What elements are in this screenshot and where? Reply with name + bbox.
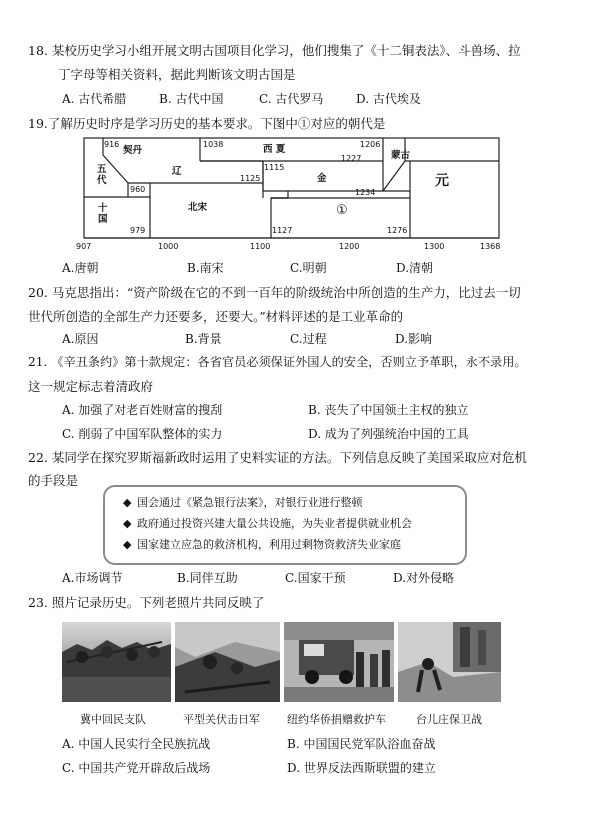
axis-tick-1100: 1100 [250,242,271,251]
q22-bullet-1: ◆ 国会通过《紧急银行法案》，对银行业进行整顿 [123,496,363,509]
q20-stem-line1: 20. 马克思指出：“资产阶级在它的不到一百年的阶级统治中所创造的生产力，比过去一切 [28,285,521,300]
region-wudai: 五 代 [97,164,107,186]
q23-option-b: B. 中国国民党军队浴血奋战 [287,737,436,751]
q20-option-c: C.过程 [290,332,327,346]
q22-stem-line2: 的手段是 [28,473,79,488]
q20-option-a: A.原因 [62,332,99,346]
axis-tick-1200: 1200 [339,242,360,251]
photo-ambulance [284,622,394,702]
year-1234: 1234 [355,188,376,197]
photo-jizhong-huimin [62,622,171,702]
region-xixia: 西 夏 [263,144,286,155]
photo-caption-4: 台儿庄保卫战 [416,713,482,726]
year-1125: 1125 [240,174,261,183]
axis-tick-1300: 1300 [424,242,445,251]
photo-caption-2: 平型关伏击日军 [183,713,260,726]
photo-taierzhuang [398,622,501,702]
year-979: 979 [130,226,146,235]
region-qidan: 契丹 [123,145,143,156]
q22-option-a: A.市场调节 [62,571,123,585]
region-menggu: 蒙古 [391,150,411,161]
dynasty-timeline [60,133,510,258]
q21-option-d: D. 成为了列强统治中国的工具 [308,427,469,441]
q19-option-a: A.唐朝 [62,261,99,275]
q23-option-d: D. 世界反法西斯联盟的建立 [287,761,436,775]
q21-option-c: C. 削弱了中国军队整体的实力 [62,427,223,441]
year-916: 916 [104,140,120,149]
region-marker-1: ① [336,203,348,218]
q20-option-b: B.背景 [185,332,222,346]
q21-option-a: A. 加强了对老百姓财富的搜刮 [62,403,223,417]
q23-stem: 23. 照片记录历史。下列老照片共同反映了 [28,595,265,610]
q22-stem-line1: 22. 某同学在探究罗斯福新政时运用了史料实证的方法。下列信息反映了美国采取应对危机 [28,450,527,465]
q18-option-c: C. 古代罗马 [259,92,324,106]
region-beisong: 北宋 [188,202,208,213]
diamond-bullet-icon: ◆ [123,538,132,551]
q21-stem-line2: 这一规定标志着清政府 [28,379,154,394]
q23-option-a: A. 中国人民实行全民族抗战 [62,737,211,751]
year-960: 960 [130,185,146,194]
q19-option-d: D.清朝 [396,261,434,275]
q18-option-d: D. 古代埃及 [356,92,421,106]
photo-soldiers-image [62,622,171,702]
photo-pingxingguan [175,622,280,702]
photo-battle-image [398,622,501,702]
q20-option-d: D.影响 [395,332,433,346]
q22-option-d: D.对外侵略 [393,571,455,585]
diamond-bullet-icon: ◆ [123,496,132,509]
photo-ambulance-image [284,622,394,702]
photo-caption-1: 冀中回民支队 [80,713,146,726]
region-jin: 金 [317,173,327,184]
axis-tick-1368: 1368 [480,242,501,251]
q20-stem-line2: 世代所创造的全部生产力还要多，还要大。”材料评述的是工业革命的 [28,309,404,324]
q19-option-b: B.南宋 [187,261,224,275]
photo-caption-3: 纽约华侨捐赠救护车 [287,713,386,726]
year-1276: 1276 [387,226,408,235]
q22-bullet-2: ◆ 政府通过投资兴建大量公共设施，为失业者提供就业机会 [123,517,412,530]
region-yuan: 元 [435,173,449,189]
year-1206: 1206 [360,140,381,149]
q18-stem-line1: 18. 某校历史学习小组开展文明古国项目化学习，他们搜集了《十二铜表法》、斗兽场、拉 [28,43,521,58]
q18-option-b: B. 古代中国 [159,92,224,106]
region-liao: 辽 [172,166,182,177]
q22-option-c: C.国家干预 [285,571,346,585]
q21-stem-line1: 21. 《辛丑条约》第十款规定：各省官员必须保证外国人的安全，否则立予革职，永不录用。 [28,355,527,369]
year-1038: 1038 [203,140,224,149]
year-1127: 1127 [272,226,293,235]
q21-option-b: B. 丧失了中国领土主权的独立 [308,403,469,417]
photo-ambush-image [175,622,280,702]
region-shiguo: 十 国 [98,203,108,225]
q18-option-a: A. 古代希腊 [62,92,127,106]
year-1227: 1227 [341,154,362,163]
year-1115: 1115 [264,163,285,172]
axis-tick-1000: 1000 [158,242,179,251]
diamond-bullet-icon: ◆ [123,517,132,530]
q18-stem-line2: 丁字母等相关资料，据此判断该文明古国是 [58,67,296,82]
q19-option-c: C.明朝 [290,261,327,275]
q22-bullet-3: ◆ 国家建立应急的救济机构，利用过剩物资救济失业家庭 [123,538,401,551]
axis-tick-907: 907 [76,242,92,251]
q23-option-c: C. 中国共产党开辟敌后战场 [62,761,211,775]
q22-material-box [103,485,467,565]
q19-stem: 19.了解历史时序是学习历史的基本要求。下图中①对应的朝代是 [28,116,386,131]
q22-option-b: B.同伴互助 [177,571,238,585]
